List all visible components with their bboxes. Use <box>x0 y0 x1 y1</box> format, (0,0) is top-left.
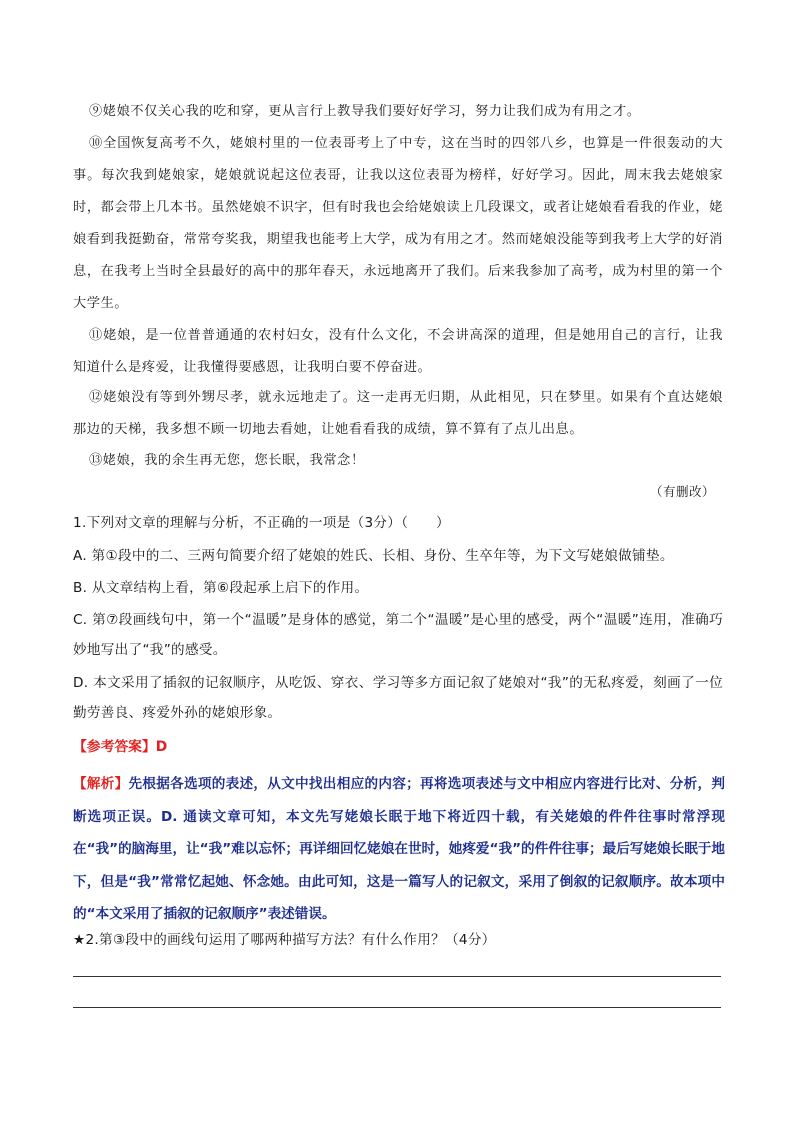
option-c: C. 第⑦段画线句中，第一个“温暖”是身体的感觉，第二个“温暖”是心里的感受，两个“温暖”连用，准确巧妙地写出了“我”的感受。 <box>73 612 723 658</box>
question-2-stem: ★2.第③段中的画线句运用了哪两种描写方法？有什么作用？（4分） <box>73 932 496 948</box>
analysis-text: 先根据各选项的表述，从文中找出相应的内容；再将选项表述与文中相应内容进行比对、分析，判断选项正误。D. 通读文章可知，本文先写姥娘长眠于地下将近四十载，有关姥娘的件件往事时常浮现在“我”的脑海里，让“我”难以忘怀；再详细回忆姥娘在世时，她疼爱“我”的件件往事；最后写姥娘长眠于地下，但是“我”常常忆起她、怀念她。由此可知，这是一篇写人的记叙文，采用了倒叙的记叙顺序。故本项中的“本文采用了插叙的记叙顺序”表述错误。 <box>73 776 725 922</box>
passage-paragraph-11: ⑪姥娘，是一位普普通通的农村妇女，没有什么文化，不会讲高深的道理，但是她用自己的言行，让我知道什么是疼爱，让我懂得要感恩，让我明白要不停奋进。 <box>73 328 723 375</box>
option-b: B. 从文章结构上看，第⑥段起承上启下的作用。 <box>73 580 369 596</box>
analysis-block <box>73 768 725 931</box>
analysis-tag: 【解析】 <box>73 776 129 792</box>
option-d: D. 本文采用了插叙的记叙顺序，从吃饭、穿衣、学习等多方面记叙了姥娘对“我”的无私疼爱，刻画了一位勤劳善良、疼爱外孙的姥娘形象。 <box>73 675 723 721</box>
question-1-stem: 1.下列对文章的理解与分析，不正确的一项是（3分）（ ） <box>73 515 450 531</box>
passage-paragraph-10: ⑩全国恢复高考不久，姥娘村里的一位表哥考上了中专，这在当时的四邻八乡，也算是一件很轰动的大事。每次我到姥娘家，姥娘就说起这位表哥，让我以这位表哥为榜样，好好学习。因此，周末我去姥娘家时，都会带上几本书。虽然姥娘不识字，但有时我也会给姥娘读上几段课文，或者让姥娘看看我的作业，姥娘看到我挺勤奋，常常夸奖我，期望我也能考上大学，成为有用之才。然而姥娘没能等到我考上大学的好消息，在我考上当时全县最好的高中的那年春天，永远地离开了我们。后来我参加了高考，成为村里的第一个大学生。 <box>73 136 723 311</box>
source-note: （有删改） <box>649 484 715 499</box>
option-a: A. 第①段中的二、三两句简要介绍了姥娘的姓氏、长相、身份、生卒年等，为下文写姥娘做铺垫。 <box>73 548 674 564</box>
answer-line-2 <box>73 1007 721 1008</box>
answer-line-1 <box>73 976 721 977</box>
passage-paragraph-9: ⑨姥娘不仅关心我的吃和穿，更从言行上教导我们要好好学习，努力让我们成为有用之才。 <box>89 104 641 119</box>
passage-paragraph-12: ⑫姥娘没有等到外甥尽孝，就永远地走了。这一走再无归期，从此相见，只在梦里。如果有个直达姥娘那边的天梯，我多想不顾一切地去看她，让她看看我的成绩，算不算有了点儿出息。 <box>73 390 723 437</box>
reference-answer: 【参考答案】D <box>73 739 168 755</box>
passage-paragraph-13: ⑬姥娘，我的余生再无您，您长眠，我常念！ <box>89 453 365 468</box>
